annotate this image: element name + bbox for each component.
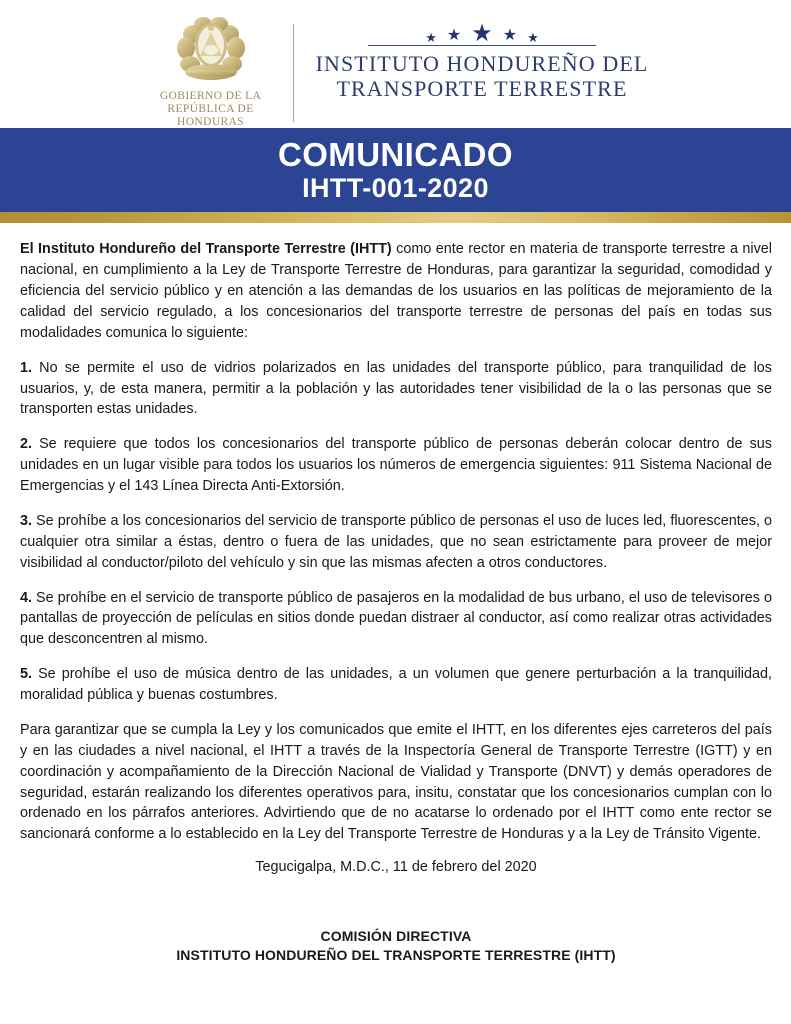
item-5-text: Se prohíbe el uso de música dentro de las unidades, a un volumen que genere perturbación a la tranquilidad, moralidad pública y buenas costumbres.	[20, 666, 772, 704]
place-and-date: Tegucigalpa, M.D.C., 11 de febrero del 2020	[255, 859, 537, 876]
banner-subtitle: IHTT-001-2020	[302, 172, 489, 203]
item-4-text: Se prohíbe en el servicio de transporte público de pasajeros en la modalidad de bus urbano, el uso de televisores o pantallas de proyección de películas en sitios donde puedan distraer al conductor, así como realizar otras actividades que desconcentren al mismo.	[20, 589, 773, 648]
item-1-text: No se permite el uso de vidrios polarizados en las unidades del transporte público, para tranquilidad de los usuarios, y, de esta manera, permitir a la población y las autoridades tener visibilidad de la o las personas que se transporten estas unidades.	[20, 359, 772, 418]
document-body	[0, 223, 791, 965]
five-stars-icon: ★ ★ ★ ★ ★	[425, 20, 539, 47]
gov-line-1: GOBIERNO DE LA	[159, 90, 262, 102]
honduras-coat-of-arms-icon	[172, 12, 250, 86]
intro-bold-text: El Instituto Hondureño del Transporte Terrestre (IHTT)	[20, 241, 392, 258]
government-label	[143, 90, 279, 130]
list-item-4	[20, 588, 772, 651]
gold-accent-strip	[0, 212, 791, 223]
item-3-number: 3.	[20, 512, 33, 529]
signature-block	[20, 927, 772, 965]
intro-rest-text: como ente rector en materia de transporte terrestre a nivel nacional, en cumplimiento a la Ley de Transporte Terrestre de Honduras, para garantizar la seguridad, comodidad y eficiencia del servicio público y en atención a las demandas de los usuarios en las políticas de mejoramiento de la calidad del servicio regulado, a los concesionarios del transporte terrestre de personas del país en todas sus modalidades comunica lo siguiente:	[20, 241, 773, 341]
institute-line-2: TRANSPORTE TERRESTRE	[336, 76, 628, 102]
item-2-number: 2.	[20, 436, 33, 453]
list-item-5	[20, 664, 772, 706]
list-item-2	[20, 434, 772, 497]
banner-title: COMUNICADO	[278, 136, 513, 173]
institute-name	[316, 51, 649, 102]
item-3-text: Se prohíbe a los concesionarios del servicio de transporte público de personas el uso de luces led, fluorescentes, o cualquier otra similar a éstas, dentro o fuera de las unidades, que no sean estrictamente para proveer de mejor visibilidad al conductor/piloto del vehículo y sin que las mismas afecten a otros conductores.	[20, 512, 772, 571]
item-1-number: 1.	[20, 359, 33, 376]
comunicado-banner	[0, 128, 791, 212]
closing-paragraph: Para garantizar que se cumpla la Ley y los comunicados que emite el IHTT, en los diferentes ejes carreteros del país y en las ciudades a nivel nacional, el IHTT a través de la Inspectoría General de Transporte Terrestre (IGTT) y en coordinación y acompañamiento de la Dirección Nacional de Vialidad y Transporte (DNVT) y demás operadores de seguridad, estarán realizando los diferentes operativos para, insitu, constatar que los concesionarios cumplan con lo ordenado en los párrafos anteriores. Advirtiendo que de no acatarse lo ordenado por el IHTT como ente rector se sancionará conforme a lo establecido en la Ley del Transporte Terrestre de Honduras y a la Ley de Tránsito Vigente.	[20, 721, 772, 843]
ihtt-logo	[294, 10, 649, 130]
institute-line-1: INSTITUTO HONDUREÑO DEL	[315, 51, 649, 76]
list-item-1	[20, 358, 772, 421]
list-item-3	[20, 511, 772, 574]
gov-line-2: REPÚBLICA DE HONDURAS	[167, 103, 254, 129]
signature-line-2: INSTITUTO HONDUREÑO DEL TRANSPORTE TERRESTRE (IHTT)	[176, 947, 616, 964]
item-2-text: Se requiere que todos los concesionarios del transporte público de personas deberán colocar dentro de sus unidades en un lugar visible para todos los usuarios los números de emergencia siguientes: 911 Sistema Nacional de Emergencias y el 143 Línea Directa Anti-Extorsión.	[20, 436, 772, 495]
intro-paragraph	[20, 239, 772, 343]
signature-line-1: COMISIÓN DIRECTIVA	[320, 928, 472, 945]
item-5-number: 5.	[20, 666, 33, 683]
document-header	[0, 0, 791, 128]
item-4-number: 4.	[20, 589, 33, 606]
government-logo	[143, 10, 293, 130]
